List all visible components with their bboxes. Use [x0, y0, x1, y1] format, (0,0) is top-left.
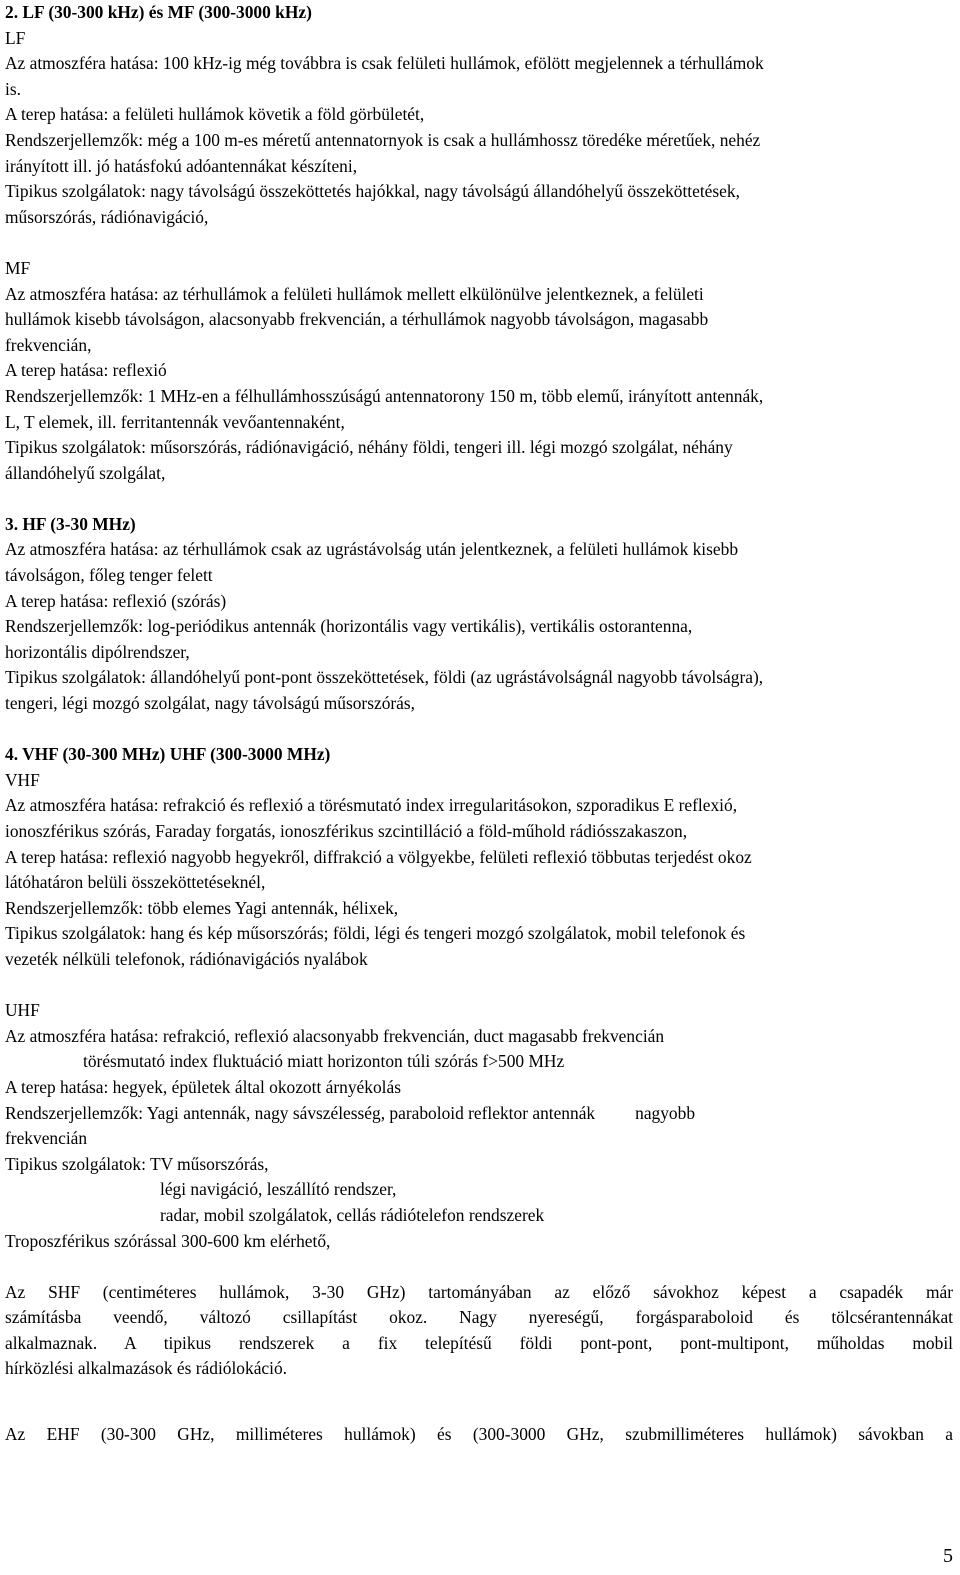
uhf-line: frekvencián [5, 1128, 88, 1149]
mf-line: hullámok kisebb távolságon, alacsonyabb frekvencián, a térhullámok nagyobb távolságon, magasabb [5, 309, 709, 330]
vhf-line: A terep hatása: reflexió nagyobb hegyekről, diffrakció a völgyekbe, felületi reflexió többutas terjedést okoz [5, 846, 752, 867]
page-number: 5 [943, 1545, 953, 1567]
subsection-label-lf: LF [5, 27, 26, 48]
hf-line: Az atmoszféra hatása: az térhullámok csak az ugrástávolság után jelentkeznek, a felületi hullámok kisebb [5, 539, 739, 560]
vhf-line: ionoszférikus szórás, Faraday forgatás, ionoszférikus szcintilláció a föld-műhold rádiósszakaszon, [5, 821, 688, 841]
uhf-line [5, 1101, 953, 1127]
mf-line: Rendszerjellemzők: 1 MHz-en a félhullámhosszúságú antennatorony 150 m, több elemű, irányított antennák, [5, 385, 764, 406]
subsection-label-vhf: VHF [5, 769, 40, 790]
lf-line: A terep hatása: a felületi hullámok követik a föld görbületét, [5, 104, 425, 125]
lf-line: Rendszerjellemzők: még a 100 m-es méretű antennatornyok is csak a hullámhossz töredéke méretűek, nehéz [5, 129, 761, 150]
hf-line: horizontális dipólrendszer, [5, 641, 190, 662]
uhf-line: Az atmoszféra hatása: refrakció, reflexió alacsonyabb frekvencián, duct magasabb frekvencián [5, 1025, 665, 1046]
section-heading-lf-mf: 2. LF (30-300 kHz) és MF (300-3000 kHz) [5, 2, 312, 22]
subsection-label-mf: MF [5, 257, 31, 278]
vhf-line: látóhatáron belüli összeköttetéseknél, [5, 872, 266, 893]
mf-line: A terep hatása: reflexió [5, 360, 167, 381]
shf-paragraph-line: számításba veendő, változó csillapítást okoz. Nagy nyereségű, forgásparaboloid és tölcsérantennákat [5, 1307, 953, 1328]
lf-line: Az atmoszféra hatása: 100 kHz-ig még továbbra is csak felületi hullámok, efölött megjelennek a térhullámok [5, 53, 764, 74]
mf-line: L, T elemek, ill. ferritantennák vevőantennaként, [5, 411, 345, 432]
lf-line: Tipikus szolgálatok: nagy távolságú összeköttetés hajókkal, nagy távolságú állandóhelyű összeköttetések, [5, 181, 740, 202]
section-heading-hf: 3. HF (3-30 MHz) [5, 513, 136, 534]
shf-paragraph-line: alkalmaznak. A tipikus rendszerek a fix telepítésű földi pont-pont, pont-multipont, műholdas mobil [5, 1332, 953, 1353]
uhf-line: Troposzférikus szórással 300-600 km elérhető, [5, 1230, 331, 1251]
vhf-line: Rendszerjellemzők: több elemes Yagi antennák, hélixek, [5, 897, 399, 918]
shf-paragraph-line: Az SHF (centiméteres hullámok, 3-30 GHz) tartományában az előző sávokhoz képest a csapadék már [5, 1281, 953, 1302]
vhf-line: Az atmoszféra hatása: refrakció és reflexió a törésmutató index irregularitásokon, szporadikus E reflexió, [5, 795, 738, 816]
vhf-line: vezeték nélküli telefonok, rádiónavigációs nyalábok [5, 948, 368, 969]
hf-line: Tipikus szolgálatok: állandóhelyű pont-pont összeköttetések, földi (az ugrástávolságnál nagyobb távolságra), [5, 667, 764, 688]
document-body [5, 0, 953, 1473]
uhf-line: A terep hatása: hegyek, épületek által okozott árnyékolás [5, 1076, 401, 1097]
ehf-paragraph-line: Az EHF (30-300 GHz, milliméteres hullámok) és (300-3000 GHz, szubmilliméteres hullámok) sávokban a [5, 1423, 953, 1444]
uhf-line-part: Rendszerjellemzők: Yagi antennák, nagy sávszélesség, paraboloid reflektor antennák [5, 1102, 596, 1123]
lf-line: is. [5, 78, 21, 99]
hf-line: Rendszerjellemzők: log-periódikus antennák (horizontális vagy vertikális), vertikális ostorantenna, [5, 616, 693, 637]
uhf-line-indented: légi navigáció, leszállító rendszer, [160, 1179, 397, 1200]
subsection-label-uhf: UHF [5, 1000, 40, 1021]
mf-line: Tipikus szolgálatok: műsorszórás, rádiónavigáció, néhány földi, tengeri ill. légi mozgó szolgálat, néhány [5, 437, 733, 458]
shf-paragraph-line: hírközlési alkalmazások és rádiólokáció. [5, 1358, 288, 1379]
lf-line: műsorszórás, rádiónavigáció, [5, 206, 209, 227]
uhf-line-indented: törésmutató index fluktuáció miatt horizonton túli szórás f>500 MHz [83, 1051, 565, 1072]
mf-line: állandóhelyű szolgálat, [5, 462, 166, 483]
ehf-paragraph-line [5, 1447, 953, 1473]
uhf-line-indented: radar, mobil szolgálatok, cellás rádiótelefon rendszerek [160, 1204, 545, 1225]
vhf-line: Tipikus szolgálatok: hang és kép műsorszórás; földi, légi és tengeri mozgó szolgálatok, mobil telefonok és [5, 923, 746, 944]
lf-line: irányított ill. jó hatásfokú adóantennákat készíteni, [5, 155, 358, 176]
hf-line: A terep hatása: reflexió (szórás) [5, 590, 227, 611]
section-heading-vhf-uhf: 4. VHF (30-300 MHz) UHF (300-3000 MHz) [5, 744, 331, 765]
hf-line: távolságon, főleg tenger felett [5, 565, 213, 586]
hf-line: tengeri, légi mozgó szolgálat, nagy távolságú műsorszórás, [5, 693, 416, 714]
uhf-line: Tipikus szolgálatok: TV műsorszórás, [5, 1153, 269, 1174]
mf-line: frekvencián, [5, 334, 92, 355]
uhf-line-part: nagyobb [635, 1102, 696, 1123]
mf-line: Az atmoszféra hatása: az térhullámok a felületi hullámok mellett elkülönülve jelentkeznek, a felületi [5, 283, 704, 304]
